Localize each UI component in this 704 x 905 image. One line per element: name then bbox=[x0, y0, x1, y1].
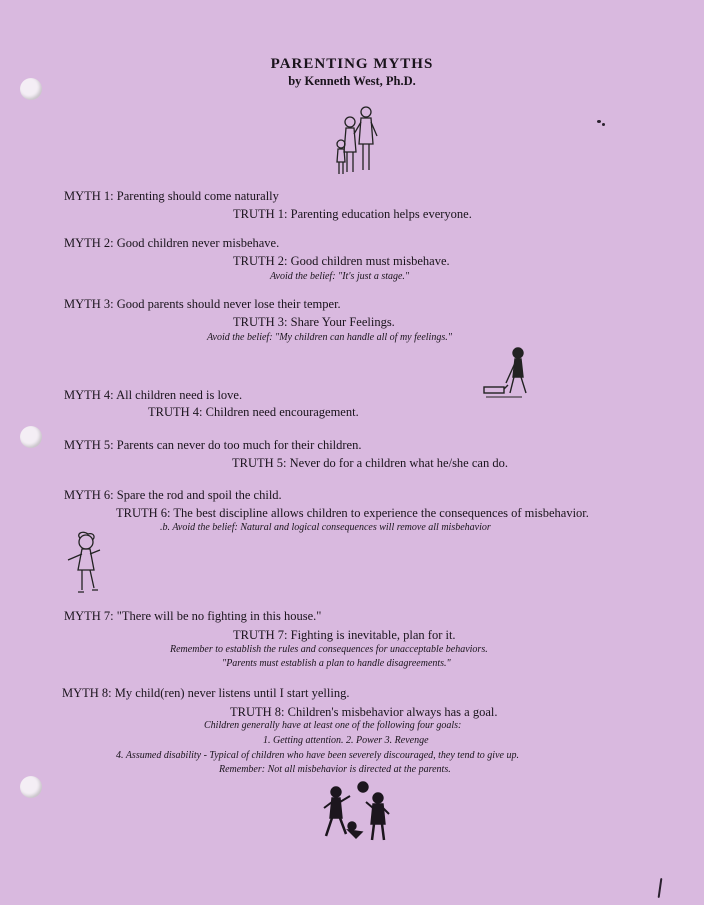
truth-8: TRUTH 8: Children's misbehavior always has a goal. bbox=[230, 705, 498, 719]
child-wagon-illustration bbox=[482, 343, 530, 401]
truth-6: TRUTH 6: The best discipline allows children to experience the consequences of misbehavior. bbox=[116, 506, 589, 520]
myth-2: MYTH 2: Good children never misbehave. bbox=[64, 236, 280, 250]
document-author: by Kenneth West, Ph.D. bbox=[288, 74, 416, 88]
truth-3: TRUTH 3: Share Your Feelings. bbox=[233, 315, 395, 329]
family-illustration bbox=[328, 100, 384, 178]
myth-3: MYTH 3: Good parents should never lose their temper. bbox=[64, 297, 341, 311]
truth-3-note: Avoid the belief: "My children can handle all of my feelings." bbox=[207, 332, 452, 343]
myth-8: MYTH 8: My child(ren) never listens until I start yelling. bbox=[62, 686, 350, 700]
myth-1: MYTH 1: Parenting should come naturally bbox=[64, 189, 279, 203]
truth-2-note: Avoid the belief: "It's just a stage." bbox=[270, 271, 410, 282]
myth-6: MYTH 6: Spare the rod and spoil the child. bbox=[64, 488, 282, 502]
scan-mark bbox=[658, 878, 663, 898]
truth-6-note: .b. Avoid the belief: Natural and logical consequences will remove all misbehavior bbox=[160, 522, 491, 533]
truth-8-note-3: 4. Assumed disability - Typical of children who have been severely discouraged, they tend to give up. bbox=[116, 750, 519, 761]
myth-7: MYTH 7: "There will be no fighting in this house." bbox=[64, 609, 322, 623]
document-title: PARENTING MYTHS bbox=[270, 56, 434, 72]
children-playing-illustration bbox=[322, 778, 392, 844]
truth-5: TRUTH 5: Never do for a children what he/she can do. bbox=[232, 456, 508, 470]
truth-7-note-1: Remember to establish the rules and consequences for unacceptable behaviors. bbox=[170, 644, 488, 655]
truth-7-note-2: "Parents must establish a plan to handle disagreements." bbox=[222, 658, 451, 669]
truth-1: TRUTH 1: Parenting education helps everyone. bbox=[233, 207, 472, 221]
myth-5: MYTH 5: Parents can never do too much for their children. bbox=[64, 438, 362, 452]
truth-4: TRUTH 4: Children need encouragement. bbox=[148, 405, 359, 419]
child-crying-illustration bbox=[60, 530, 110, 596]
truth-8-note-2: 1. Getting attention. 2. Power 3. Revenge bbox=[263, 735, 429, 746]
scan-speck bbox=[602, 123, 605, 126]
binder-hole-middle bbox=[20, 426, 42, 448]
myth-4: MYTH 4: All children need is love. bbox=[64, 388, 243, 402]
truth-2: TRUTH 2: Good children must misbehave. bbox=[233, 254, 450, 268]
truth-7: TRUTH 7: Fighting is inevitable, plan for it. bbox=[233, 628, 456, 642]
scan-speck bbox=[597, 120, 601, 123]
truth-8-note-4: Remember: Not all misbehavior is directed at the parents. bbox=[219, 764, 451, 775]
truth-8-note-1: Children generally have at least one of the following four goals: bbox=[204, 720, 462, 731]
binder-hole-bottom bbox=[20, 776, 42, 798]
